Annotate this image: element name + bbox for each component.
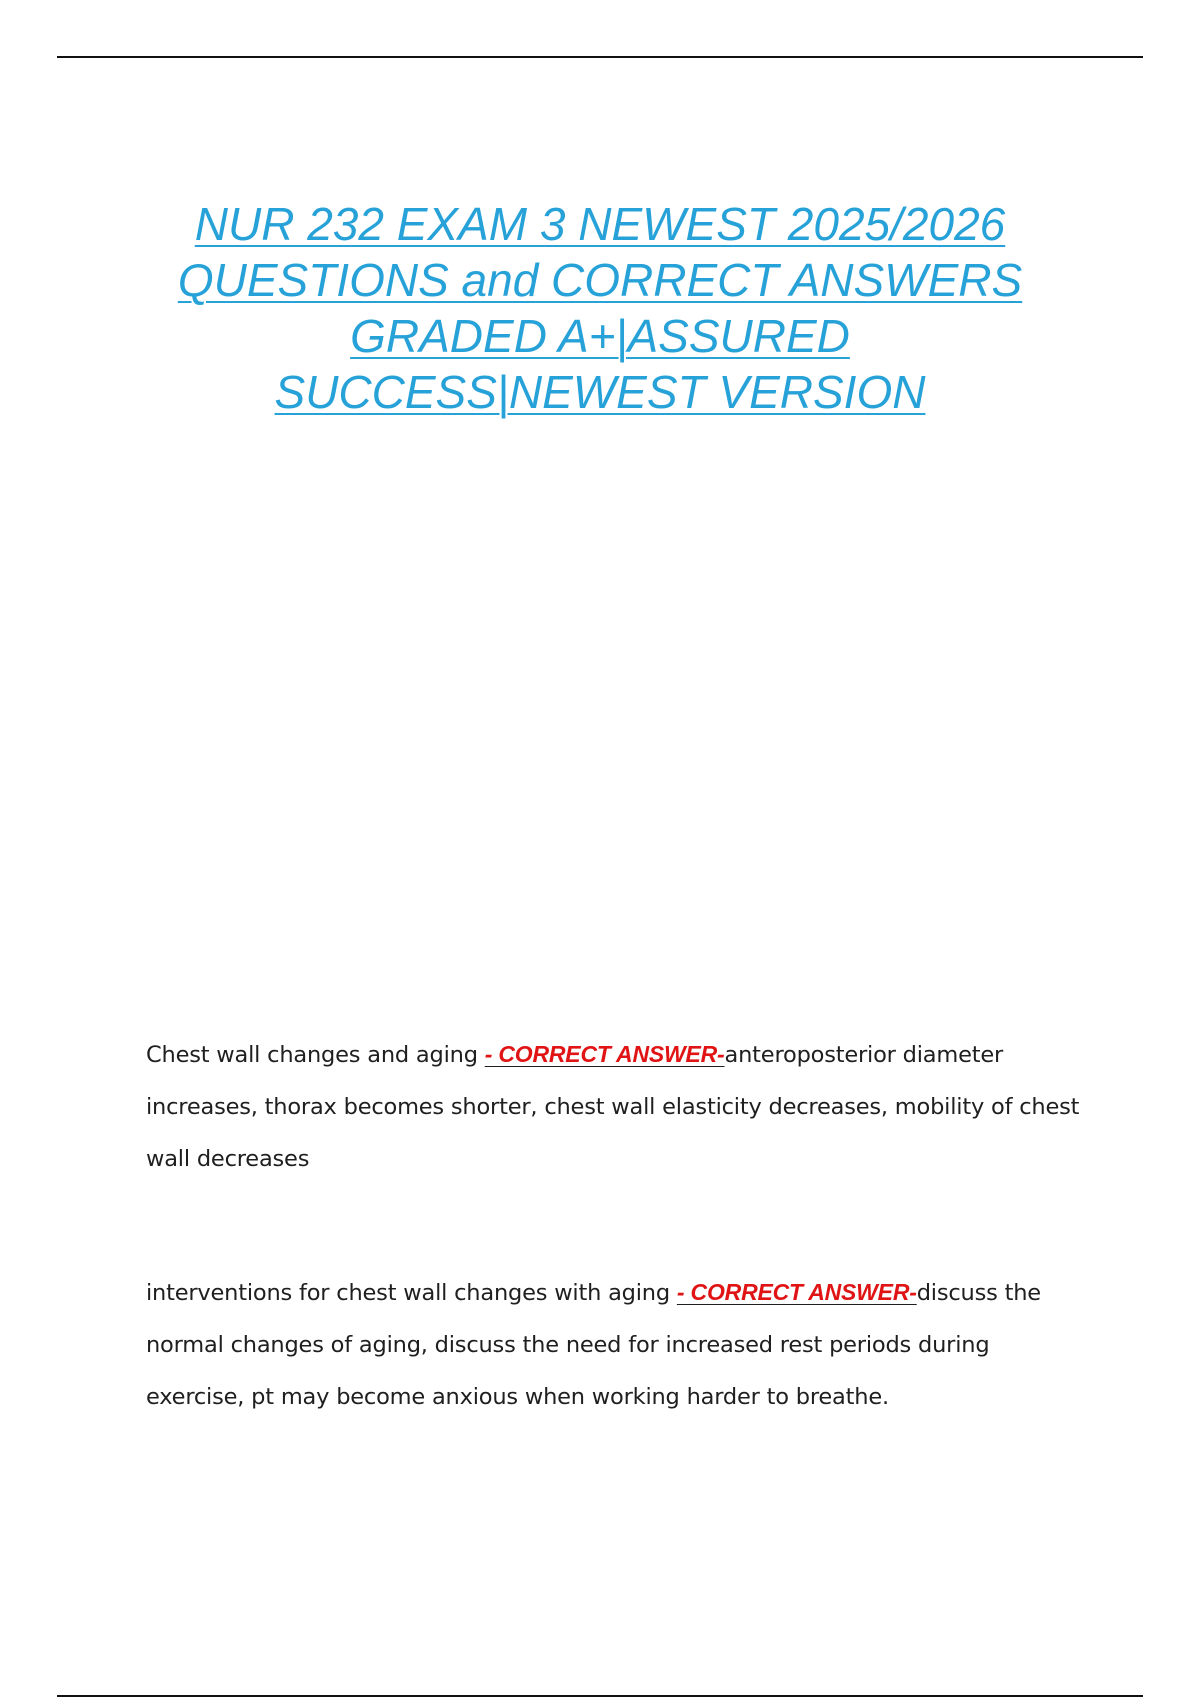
correct-answer-marker: - CORRECT ANSWER- <box>676 1279 917 1305</box>
qa-item <box>146 1266 1086 1423</box>
document-title <box>100 196 1100 420</box>
question-text: interventions for chest wall changes with aging <box>146 1280 677 1306</box>
title-line-text: SUCCESS|NEWEST VERSION <box>274 366 926 418</box>
answer-text: discuss the normal changes of aging, discuss the need for increased rest periods during exercise, pt may become anxious when working harder to breathe. <box>146 1280 1041 1410</box>
title-line <box>100 364 1100 420</box>
answer-text: anteroposterior diameter increases, thorax becomes shorter, chest wall elasticity decreases, mobility of chest wall decreases <box>146 1042 1080 1172</box>
title-line <box>100 308 1100 364</box>
bottom-rule <box>57 1695 1143 1697</box>
title-line-text: NUR 232 EXAM 3 NEWEST 2025/2026 <box>194 198 1006 250</box>
title-line-text: GRADED A+|ASSURED <box>350 310 850 362</box>
title-line-text: QUESTIONS and CORRECT ANSWERS <box>177 254 1023 306</box>
top-rule <box>57 56 1143 58</box>
title-line <box>100 196 1100 252</box>
question-text: Chest wall changes and aging <box>146 1042 485 1068</box>
title-line <box>100 252 1100 308</box>
correct-answer-marker: - CORRECT ANSWER- <box>484 1041 725 1067</box>
qa-item <box>146 1028 1086 1185</box>
